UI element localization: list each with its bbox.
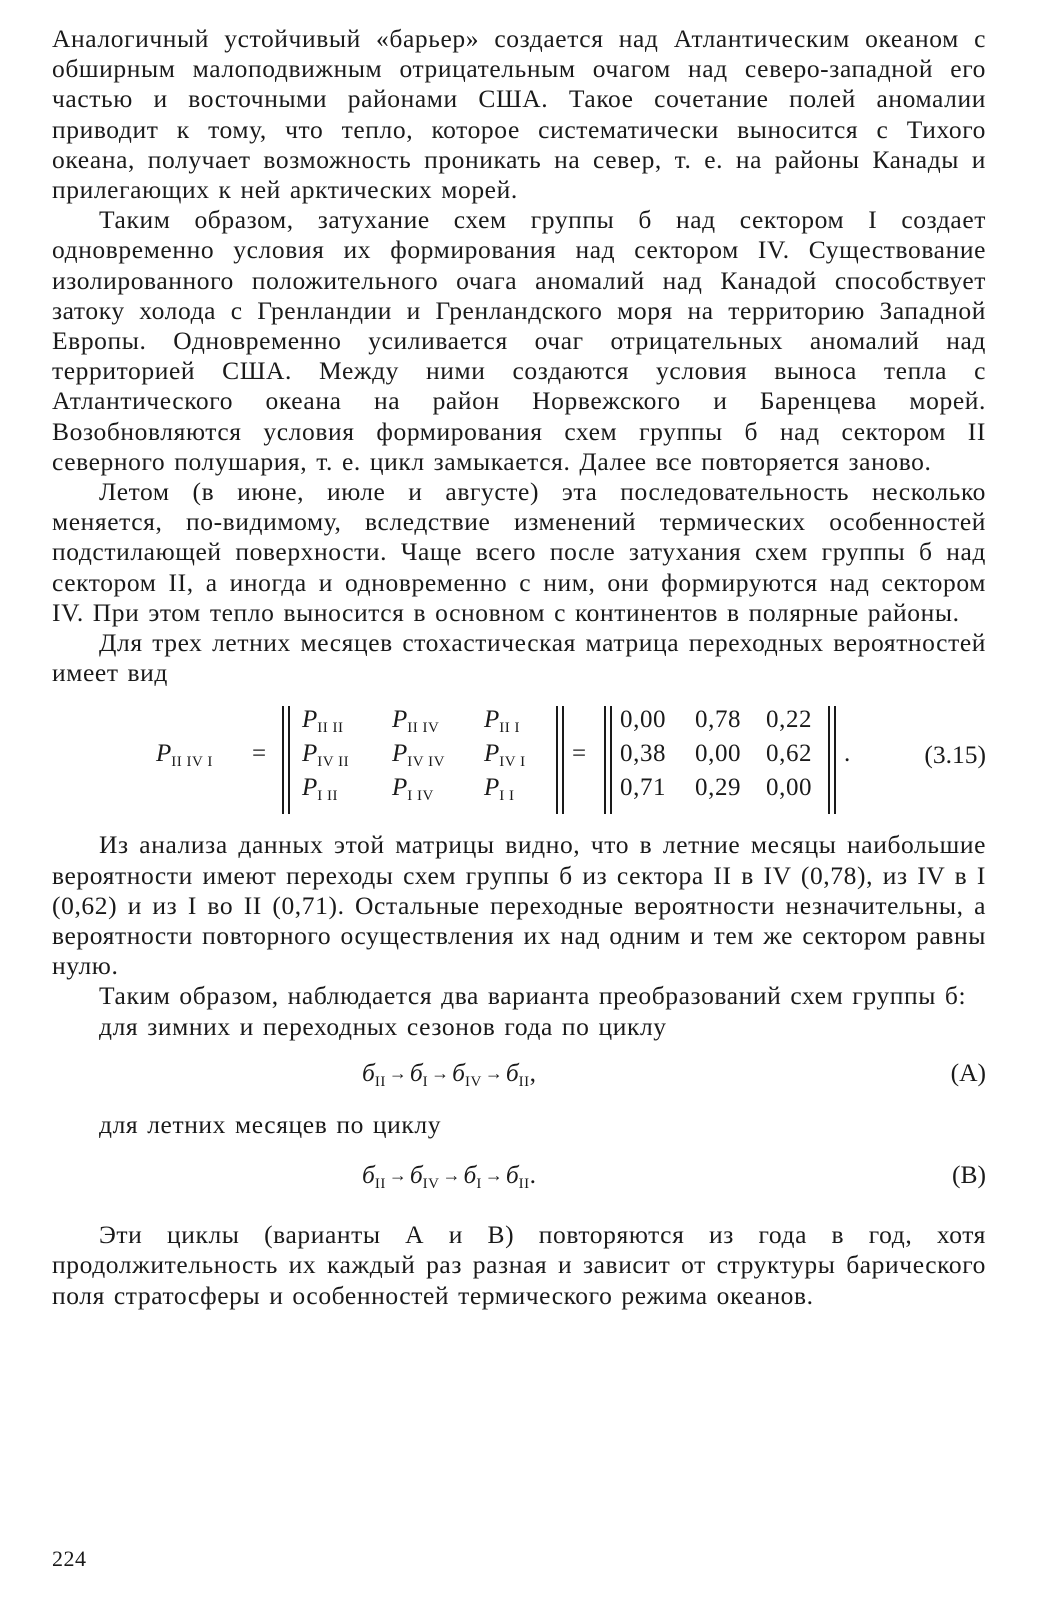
symbol-p-i-ii: $P_{I II}$: [302, 774, 339, 805]
symbol-p-iv-i: $P_{IV I}$: [484, 740, 526, 771]
paragraph-1: Аналогичный устойчивый «барьер» создается над Атлантическим океаном с обширным малоподвижным отрицательным очагом над северо-западной его частью и восточными районами США. Такое сочетание полей аномалии приводит к тому, что тепло, которое систематически выносится с Тихого океана, получает возможность проникать на север, т. е. на районы Канады и прилегающих к ней арктических морей.: [52, 24, 986, 205]
matrix-equation: [52, 700, 986, 816]
equation-terminator: .: [844, 740, 851, 768]
cycle-a-formula: $б_{II} \to б_I \to б_{IV} \to б_{II}$,: [362, 1057, 537, 1090]
symbol-p-i-iv: $P_{I IV}$: [392, 774, 434, 805]
cycle-a-label: (А): [950, 1057, 986, 1087]
page-body: [52, 24, 986, 1311]
paragraph-4: Для трех летних месяцев стохастическая матрица переходных вероятностей имеет вид: [52, 628, 986, 688]
matrix-value-r2c2: 0,00: [695, 740, 742, 768]
paragraph-5: Из анализа данных этой матрицы видно, что в летние месяцы наибольшие вероятности имеют переходы схем группы б из сектора II в IV (0,78), из IV в I (0,62) и из I во II (0,71). Остальные переходные вероятности незначительны, а вероятности повторного осуществления их над одним и тем же сектором равны нулю.: [52, 830, 986, 981]
symbol-p-ii-i: $P_{II I}$: [484, 706, 521, 737]
norm-bar-mid-left-outer: [562, 706, 564, 814]
norm-bar-mid-left-inner: [556, 706, 558, 814]
matrix-value-r1c2: 0,78: [695, 706, 742, 734]
norm-bar-left-outer: [282, 706, 284, 814]
matrix-value-r1c1: 0,00: [620, 706, 667, 734]
paragraph-7: для зимних и переходных сезонов года по циклу: [99, 1011, 667, 1041]
symbol-p-iv-ii: $P_{IV II}$: [302, 740, 350, 771]
page-number: 224: [52, 1546, 87, 1571]
cycle-b-row: [52, 1154, 986, 1198]
paragraph-3: Летом (в июне, июле и августе) эта последовательность несколько меняется, по-видимому, вследствие изменений термических особенностей подстилающей поверхности. Чаще всего после затухания схем группы б над сектором II, а иногда и одновременно с ним, они формируются над сектором IV. При этом тепло выносится в основном с континентов в полярные районы.: [52, 477, 986, 627]
cycle-b-formula: $б_{II} \to б_{IV} \to б_I \to б_{II}$.: [362, 1160, 537, 1193]
norm-bar-mid-right-outer: [604, 706, 606, 814]
equals-sign-1: =: [252, 740, 267, 768]
norm-bar-left-inner: [288, 706, 290, 814]
matrix-value-r1c3: 0,22: [766, 706, 813, 734]
symbol-p-iv-iv: $P_{IV IV}$: [392, 740, 445, 771]
matrix-value-r3c3: 0,00: [766, 774, 813, 802]
paragraph-2: Таким образом, затухание схем группы б над сектором I создает одновременно условия их формирования над сектором IV. Существование изолированного положительного очага аномалий над Канадой способствует затоку холода с Гренландии и Гренландского моря на территорию Западной Европы. Одновременно усиливается очаг отрицательных аномалий над территорией США. Между ними создаются условия выноса тепла с Атлантического океана на район Норвежского и Баренцева морей. Возобновляются условия формирования схем группы б над сектором II северного полушария, т. е. цикл замыкается. Далее все повторяется заново.: [52, 205, 986, 476]
cycle-b-label: (В): [952, 1160, 986, 1190]
equation-number: (3.15): [924, 740, 986, 770]
lhs-subscript: II IV I: [171, 754, 213, 771]
norm-bar-right-outer: [834, 706, 836, 814]
matrix-value-r2c1: 0,38: [620, 740, 667, 768]
norm-bar-right-inner: [828, 706, 830, 814]
paragraph-9: Эти циклы (варианты А и В) повторяются из года в год, хотя продолжительность их каждый раз разная и зависит от структуры барического поля стратосферы и особенностей термического режима океанов.: [52, 1220, 986, 1310]
symbol-p-i-i: $P_{I I}$: [484, 774, 515, 805]
matrix-lhs: $P_{II IV I}$: [156, 740, 213, 771]
matrix-value-r3c2: 0,29: [695, 774, 742, 802]
matrix-value-r3c1: 0,71: [620, 774, 667, 802]
paragraph-8: для летних месяцев по циклу: [99, 1109, 442, 1139]
matrix-value-r2c3: 0,62: [766, 740, 813, 768]
symbol-p-ii-iv: $P_{II IV}$: [392, 706, 440, 737]
norm-bar-mid-right-inner: [610, 706, 612, 814]
cycle-a-row: [52, 1052, 986, 1096]
paragraph-6: Таким образом, наблюдается два варианта преобразований схем группы б:: [99, 981, 967, 1011]
equals-sign-2: =: [572, 740, 587, 768]
symbol-p-ii-ii: $P_{II II}$: [302, 706, 344, 737]
